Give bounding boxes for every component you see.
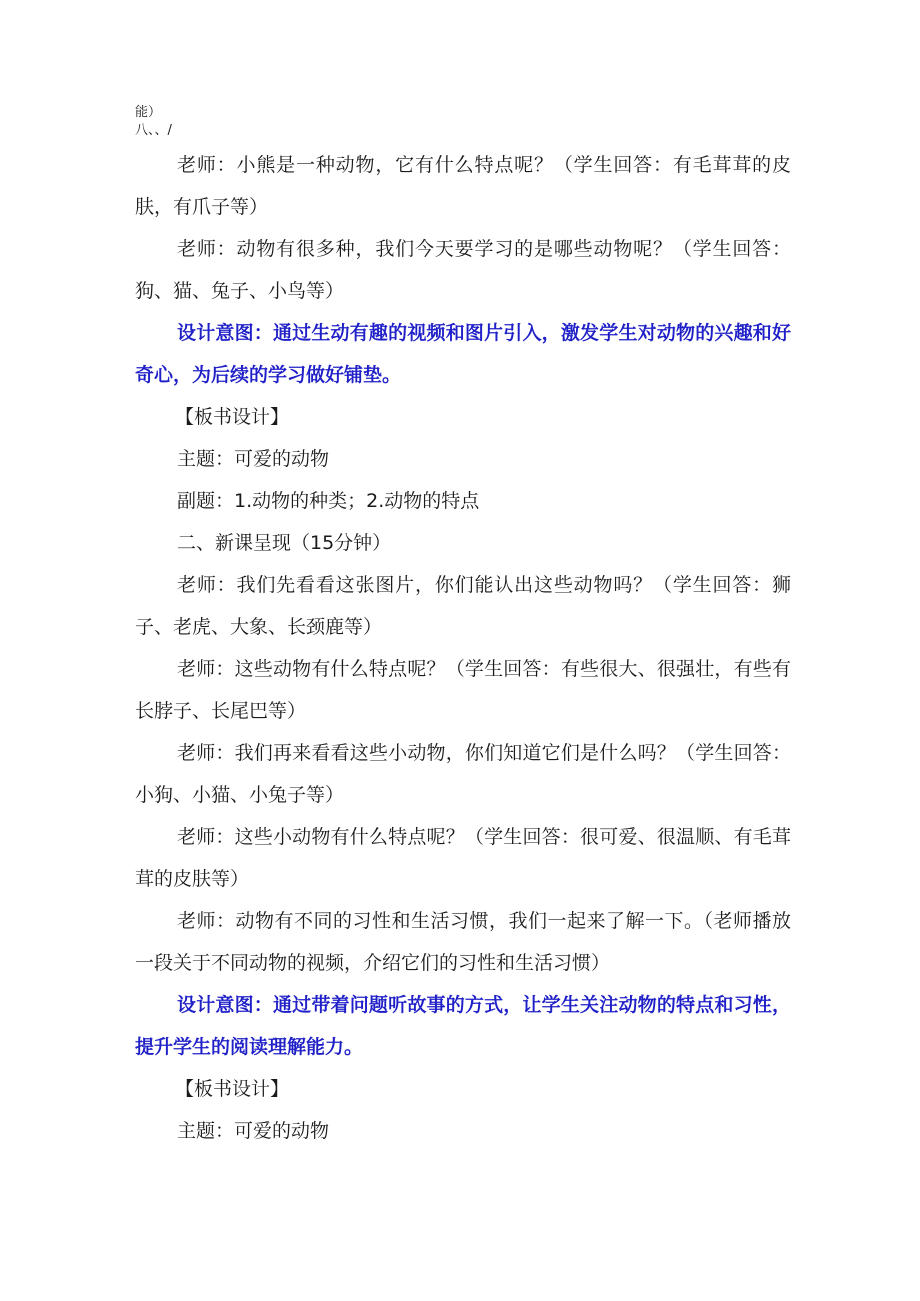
paragraph-teacher-features: 老师：这些动物有什么特点呢？（学生回答：有些很大、很强壮，有些有长脖子、长尾巴等）	[135, 658, 791, 722]
paragraph-board-design-heading-1: 【板书设计】	[175, 406, 290, 428]
paragraph-teacher-animals: 老师：动物有很多种，我们今天要学习的是哪些动物呢？（学生回答：狗、猫、兔子、小鸟等）	[135, 238, 791, 302]
paragraph-design-intent-1: 设计意图：通过生动有趣的视频和图片引入，激发学生对动物的兴趣和好奇心，为后续的学习做好铺垫。	[135, 322, 791, 386]
document-body	[135, 104, 791, 1152]
paragraph-teacher-small-features: 老师：这些小动物有什么特点呢？（学生回答：很可爱、很温顺、有毛茸茸的皮肤等）	[135, 826, 791, 890]
paragraph-section-new-lesson: 二、新课呈现（15分钟）	[177, 532, 392, 554]
paragraph-theme-2: 主题：可爱的动物	[177, 1120, 330, 1142]
paragraph-theme-1: 主题：可爱的动物	[177, 448, 330, 470]
fragment-line-1: 能）	[135, 105, 162, 120]
paragraph-teacher-bear: 老师：小熊是一种动物，它有什么特点呢？（学生回答：有毛茸茸的皮肤，有爪子等）	[135, 154, 791, 218]
paragraph-board-design-heading-2: 【板书设计】	[175, 1078, 290, 1100]
paragraph-teacher-picture: 老师：我们先看看这张图片，你们能认出这些动物吗？（学生回答：狮子、老虎、大象、长颈鹿等）	[135, 574, 791, 638]
paragraph-subtitle: 副题：1.动物的种类；2.动物的特点	[177, 490, 480, 512]
fragment-line-2: 八、、/	[135, 123, 172, 138]
paragraph-teacher-habits: 老师：动物有不同的习性和生活习惯，我们一起来了解一下。（老师播放一段关于不同动物的视频，介绍它们的习性和生活习惯）	[135, 910, 791, 974]
paragraph-design-intent-2: 设计意图：通过带着问题听故事的方式，让学生关注动物的特点和习性，提升学生的阅读理解能力。	[135, 994, 791, 1058]
paragraph-teacher-small-animals: 老师：我们再来看看这些小动物，你们知道它们是什么吗？（学生回答：小狗、小猫、小兔子等）	[135, 742, 791, 806]
